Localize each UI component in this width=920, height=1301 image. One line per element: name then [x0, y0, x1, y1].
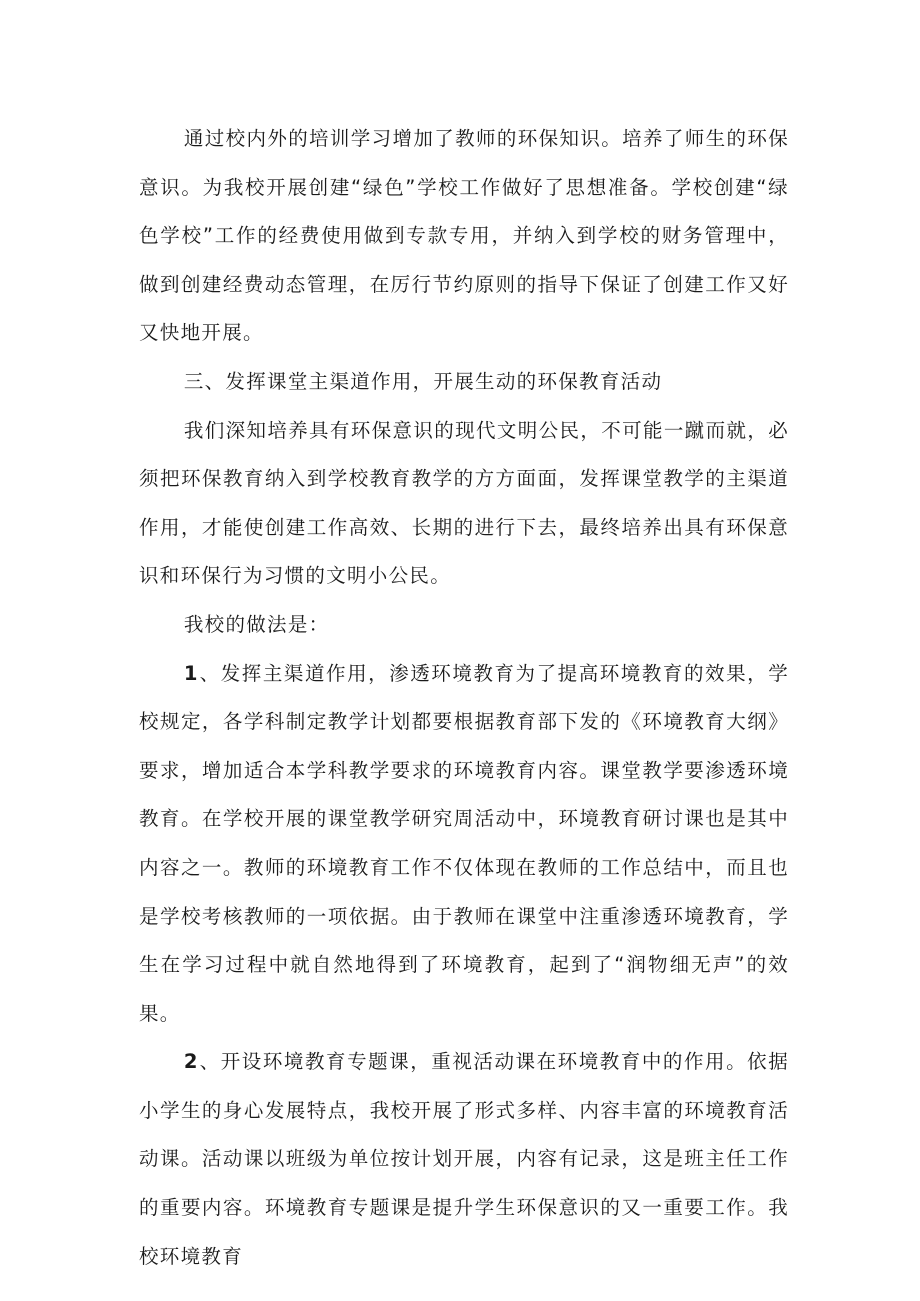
paragraph-awareness: 我们深知培养具有环保意识的现代文明公民，不可能一蹴而就，必须把环保教育纳入到学校教育教学的方方面面，发挥课堂教学的主渠道作用，才能使创建工作高效、长期的进行下去，最终培养出具有环保意识和环保行为习惯的文明小公民。: [139, 418, 789, 588]
paragraph-training: 通过校内外的培训学习增加了教师的环保知识。培养了师生的环保意识。为我校开展创建“绿色”学校工作做好了思想准备。学校创建“绿色学校”工作的经费使用做到专款专用，并纳入到学校的财务管理中，做到创建经费动态管理，在厉行节约原则的指导下保证了创建工作又好又快地开展。: [139, 127, 789, 345]
list-item-2-text: 、开设环境教育专题课，重视活动课在环境教育中的作用。依据小学生的身心发展特点，我校开展了形式多样、内容丰富的环境教育活动课。活动课以班级为单位按计划开展，内容有记录，这是班主任工作的重要内容。环境教育专题课是提升学生环保意识的又一重要工作。我校环境教育: [139, 1050, 789, 1268]
list-item-2: [139, 1038, 789, 1281]
paragraph-approach: 我校的做法是：: [183, 612, 330, 636]
list-item-1: [139, 650, 789, 1039]
list-item-1-text: 、发挥主渠道作用，渗透环境教育为了提高环境教育的效果，学校规定，各学科制定教学计划都要根据教育部下发的《环境教育大纲》要求，增加适合本学科教学要求的环境教育内容。课堂教学要渗透环境教育。在学校开展的课堂教学研究周活动中，环境教育研讨课也是其中内容之一。教师的环境教育工作不仅体现在教师的工作总结中，而且也是学校考核教师的一项依据。由于教师在课堂中注重渗透环境教育，学生在学习过程中就自然地得到了环境教育，起到了“润物细无声”的效果。: [139, 661, 789, 1025]
section-heading-3: 三、发挥课堂主渠道作用，开展生动的环保教育活动: [183, 369, 663, 393]
list-item-1-number: 1: [183, 661, 198, 685]
list-item-2-number: 2: [183, 1050, 198, 1074]
body-text: [139, 115, 789, 1281]
